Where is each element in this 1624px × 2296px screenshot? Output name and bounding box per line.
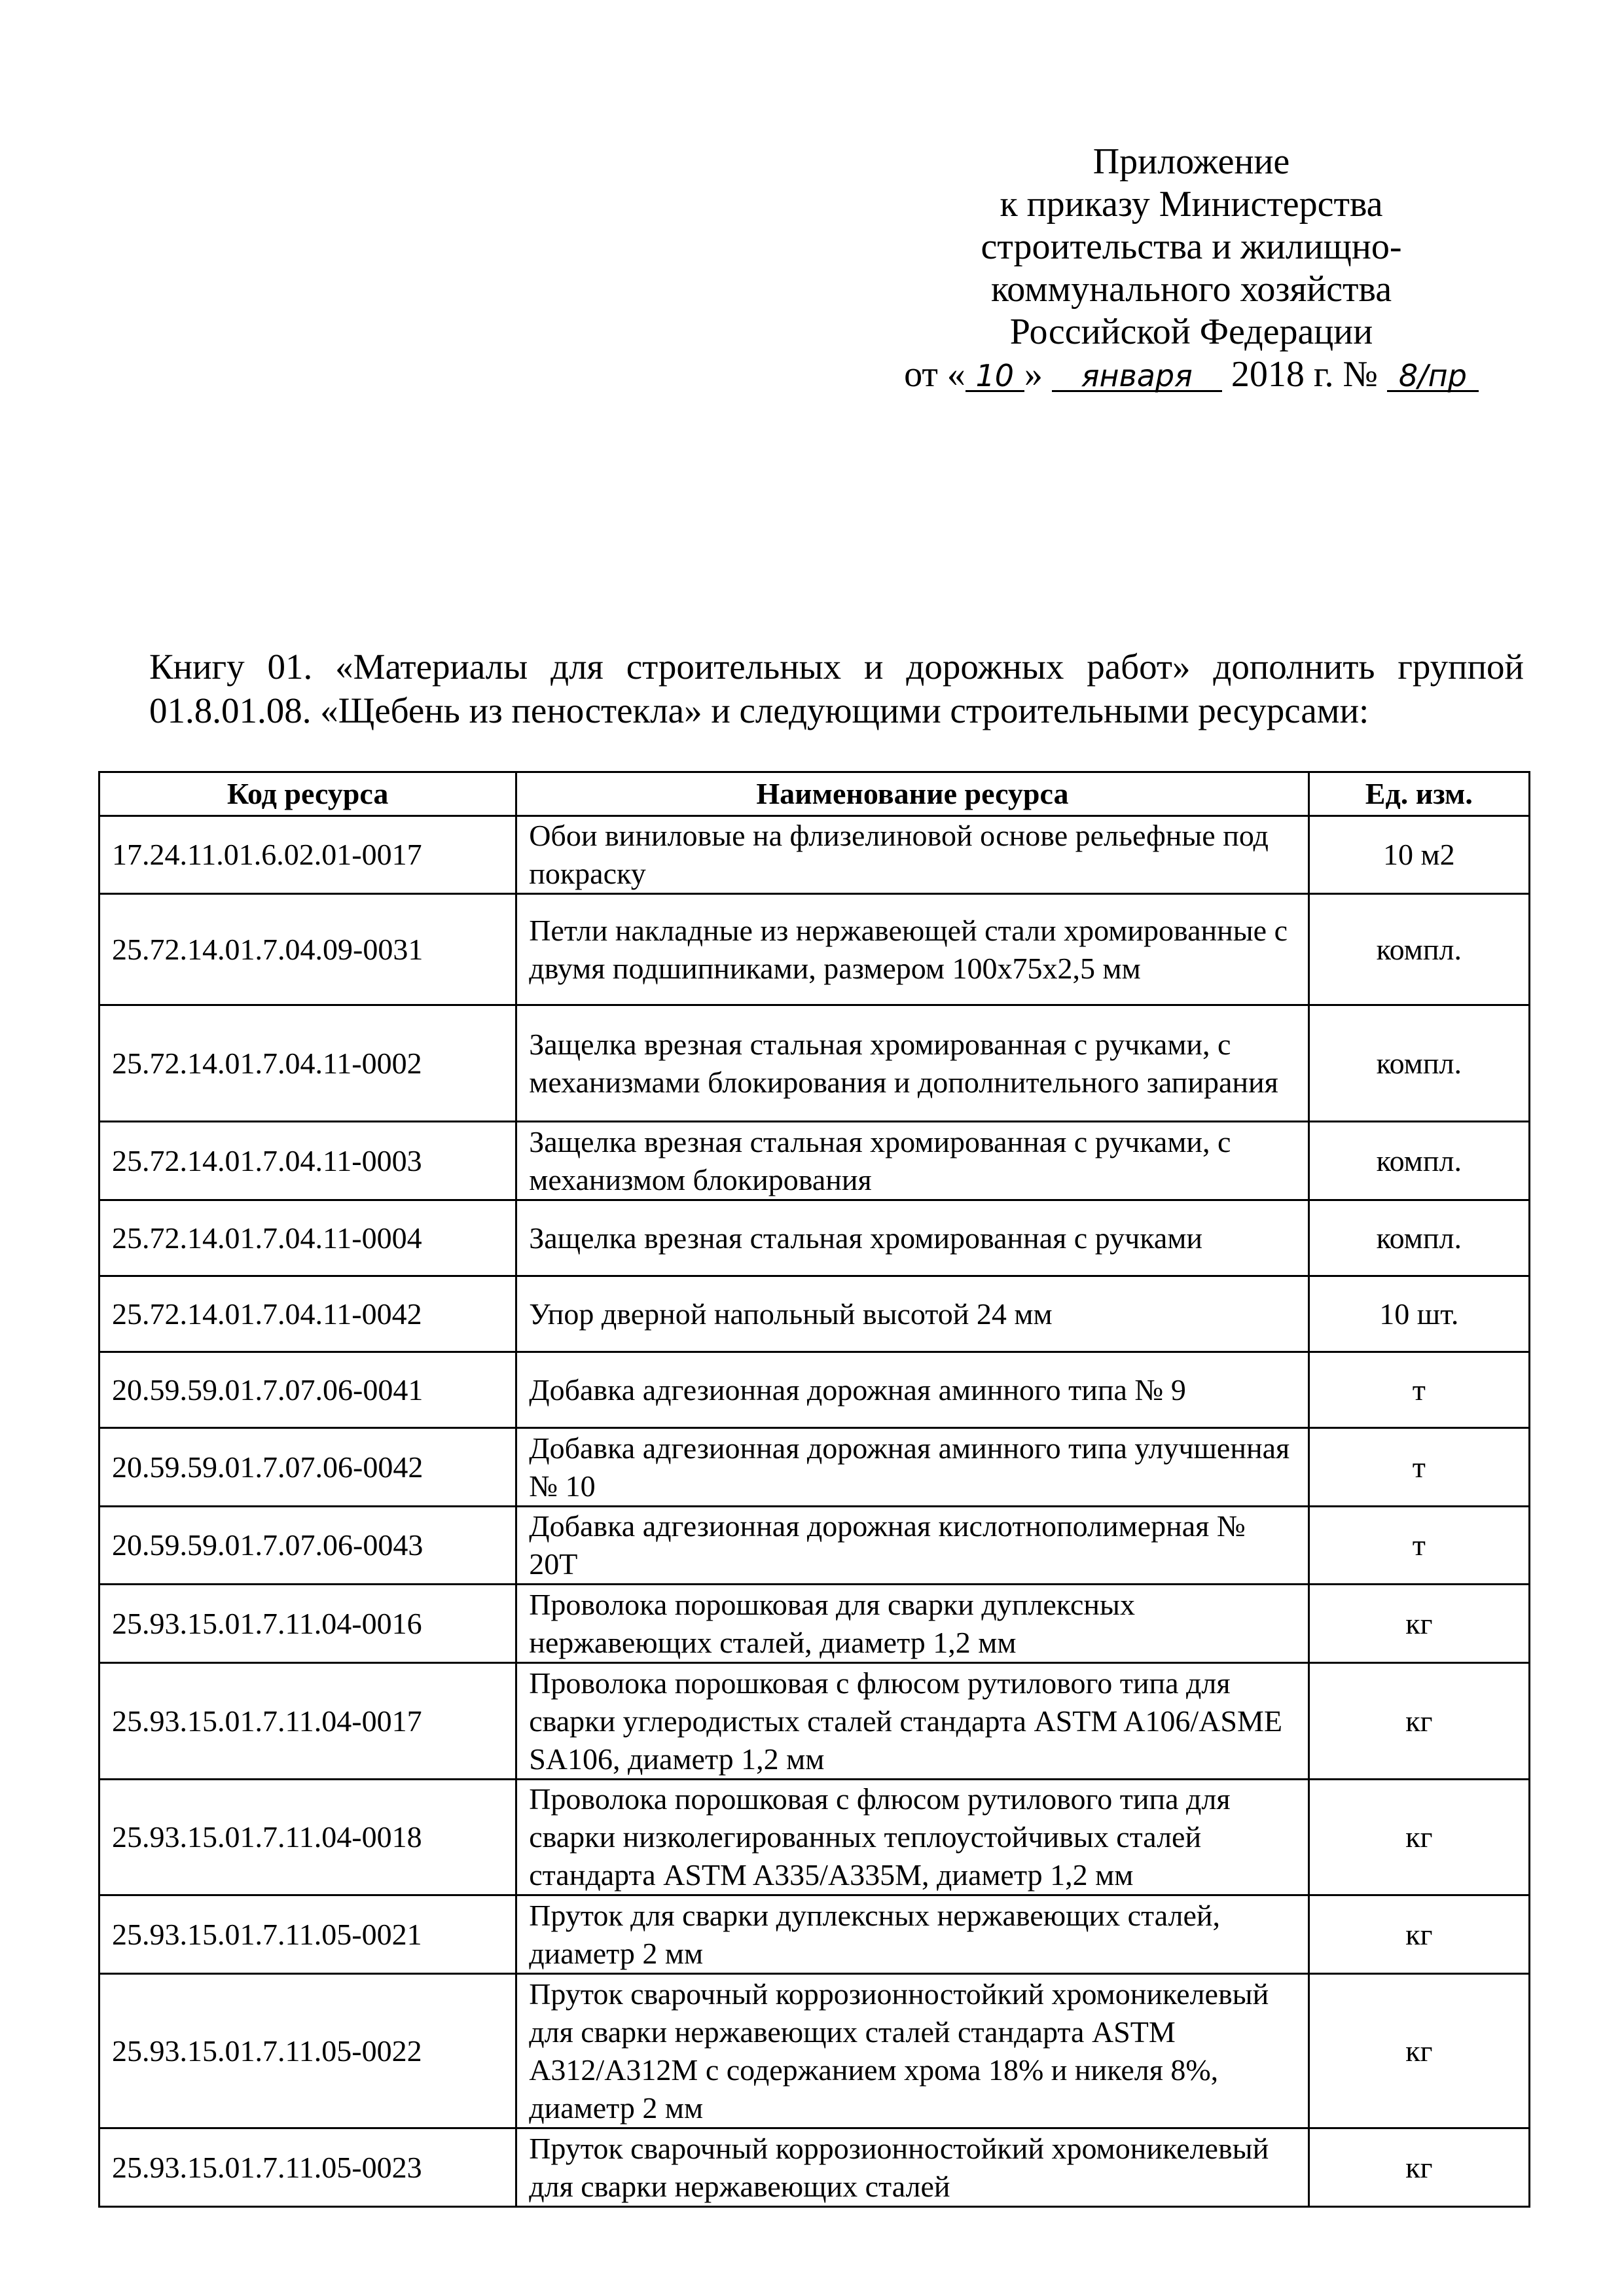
resource-unit: кг	[1308, 1895, 1529, 1974]
resource-unit: кг	[1308, 1585, 1529, 1663]
order-reference	[838, 353, 1545, 396]
resource-unit: компл.	[1308, 1122, 1529, 1200]
order-mid: »	[1024, 354, 1043, 395]
table-row	[99, 816, 1530, 894]
resource-name: Проволока порошковая для сварки дуплексных нержавеющих сталей, диаметр 1,2 мм	[516, 1585, 1308, 1663]
table-row	[99, 2128, 1530, 2207]
column-header-unit: Ед. изм.	[1308, 772, 1529, 816]
resource-name: Упор дверной напольный высотой 24 мм	[516, 1276, 1308, 1352]
resource-unit: компл.	[1308, 1200, 1529, 1276]
column-header-name: Наименование ресурса	[516, 772, 1308, 816]
resource-name: Добавка адгезионная дорожная аминного типа № 9	[516, 1352, 1308, 1428]
resource-name: Петли накладные из нержавеющей стали хромированные с двумя подшипниками, размером 100x75x2,5 мм	[516, 894, 1308, 1005]
header-line: строительства и жилищно-	[981, 226, 1402, 267]
resource-unit: т	[1308, 1428, 1529, 1507]
resource-name: Обои виниловые на флизелиновой основе рельефные под покраску	[516, 816, 1308, 894]
resource-unit: компл.	[1308, 894, 1529, 1005]
resource-name: Добавка адгезионная дорожная аминного типа улучшенная № 10	[516, 1428, 1308, 1507]
resource-code: 25.93.15.01.7.11.04-0016	[99, 1585, 516, 1663]
header-line: Российской Федерации	[1009, 312, 1373, 352]
order-month-handwritten: января	[1052, 361, 1222, 392]
resource-name: Добавка адгезионная дорожная кислотнополимерная № 20Т	[516, 1507, 1308, 1585]
resource-code: 25.93.15.01.7.11.04-0017	[99, 1663, 516, 1780]
table-row	[99, 1352, 1530, 1428]
table-row	[99, 1122, 1530, 1200]
resource-code: 25.93.15.01.7.11.05-0022	[99, 1974, 516, 2128]
table-row	[99, 1005, 1530, 1122]
resource-name: Проволока порошковая с флюсом рутилового типа для сварки низколегированных теплоустойчивых сталей стандарта ASTM A335/A335M, диаметр 1,2 мм	[516, 1780, 1308, 1895]
table-row	[99, 1585, 1530, 1663]
resource-code: 17.24.11.01.6.02.01-0017	[99, 816, 516, 894]
resource-name: Защелка врезная стальная хромированная с ручками	[516, 1200, 1308, 1276]
column-header-code: Код ресурса	[99, 772, 516, 816]
order-prefix: от «	[904, 354, 965, 395]
appendix-header	[838, 141, 1545, 396]
order-year: 2018 г. №	[1231, 354, 1378, 395]
table-header-row	[99, 772, 1530, 816]
resource-code: 25.72.14.01.7.04.11-0003	[99, 1122, 516, 1200]
resource-unit: кг	[1308, 1780, 1529, 1895]
resource-code: 25.72.14.01.7.04.11-0004	[99, 1200, 516, 1276]
table-row	[99, 1507, 1530, 1585]
resource-unit: кг	[1308, 1974, 1529, 2128]
table-row	[99, 1780, 1530, 1895]
resource-unit: т	[1308, 1507, 1529, 1585]
resource-unit: кг	[1308, 1663, 1529, 1780]
table-row	[99, 1428, 1530, 1507]
resource-unit: компл.	[1308, 1005, 1529, 1122]
resource-unit: 10 м2	[1308, 816, 1529, 894]
order-number-handwritten: 8/пр	[1387, 361, 1479, 392]
order-day-handwritten: 10	[965, 361, 1024, 392]
header-line: коммунального хозяйства	[990, 269, 1392, 310]
resource-code: 25.93.15.01.7.11.05-0021	[99, 1895, 516, 1974]
table-row	[99, 1974, 1530, 2128]
resource-code: 25.72.14.01.7.04.09-0031	[99, 894, 516, 1005]
resource-name: Пруток сварочный коррозионностойкий хромоникелевый для сварки нержавеющих сталей	[516, 2128, 1308, 2207]
resource-code: 20.59.59.01.7.07.06-0042	[99, 1428, 516, 1507]
resource-unit: кг	[1308, 2128, 1529, 2207]
resource-name: Защелка врезная стальная хромированная с ручками, с механизмами блокирования и дополнительного запирания	[516, 1005, 1308, 1122]
resource-code: 25.93.15.01.7.11.05-0023	[99, 2128, 516, 2207]
resource-name: Пруток для сварки дуплексных нержавеющих сталей, диаметр 2 мм	[516, 1895, 1308, 1974]
table-row	[99, 1895, 1530, 1974]
resource-unit: 10 шт.	[1308, 1276, 1529, 1352]
resource-name: Защелка врезная стальная хромированная с ручками, с механизмом блокирования	[516, 1122, 1308, 1200]
resource-code: 20.59.59.01.7.07.06-0041	[99, 1352, 516, 1428]
resources-table	[98, 771, 1530, 2208]
resource-name: Проволока порошковая с флюсом рутилового типа для сварки углеродистых сталей стандарта ASTM A106/ASME SA106, диаметр 1,2 мм	[516, 1663, 1308, 1780]
resource-code: 20.59.59.01.7.07.06-0043	[99, 1507, 516, 1585]
resource-unit: т	[1308, 1352, 1529, 1428]
resource-name: Пруток сварочный коррозионностойкий хромоникелевый для сварки нержавеющих сталей стандарта ASTM A312/A312M с содержанием хрома 18% и никеля 8%, диаметр 2 мм	[516, 1974, 1308, 2128]
intro-paragraph: Книгу 01. «Материалы для строительных и дорожных работ» дополнить группой 01.8.01.08. «Щебень из пеностекла» и следующими строительными ресурсами:	[149, 647, 1524, 730]
header-line: к приказу Министерства	[1000, 184, 1383, 224]
table-row	[99, 1200, 1530, 1276]
table-row	[99, 894, 1530, 1005]
resource-code: 25.72.14.01.7.04.11-0042	[99, 1276, 516, 1352]
resource-code: 25.93.15.01.7.11.04-0018	[99, 1780, 516, 1895]
table-row	[99, 1663, 1530, 1780]
table-row	[99, 1276, 1530, 1352]
header-line: Приложение	[1092, 141, 1290, 182]
resource-code: 25.72.14.01.7.04.11-0002	[99, 1005, 516, 1122]
